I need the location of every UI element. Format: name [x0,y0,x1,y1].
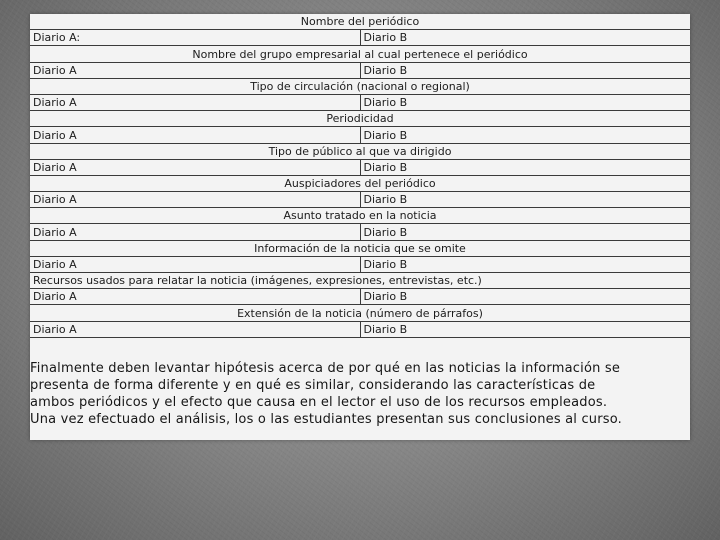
diario-a-cell: Diario A [30,321,360,337]
diario-b-cell: Diario B [360,94,690,110]
diario-a-cell: Diario A [30,94,360,110]
diario-a-cell: Diario A [30,159,360,175]
table-row-pair [30,94,690,110]
diario-a-cell: Diario A [30,224,360,240]
section-header-cell: Asunto tratado en la noticia [30,208,690,224]
closing-line: Finalmente deben levantar hipótesis acerca de por qué en las noticias la información se [30,361,621,376]
diario-b-cell: Diario B [360,289,690,305]
section-header-cell: Recursos usados para relatar la noticia (imágenes, expresiones, entrevistas, etc.) [30,273,690,289]
closing-line: presenta de forma diferente y en qué es similar, considerando las características de [30,378,596,393]
table-row-header [30,208,690,224]
table-row-header [30,240,690,256]
closing-paragraph [30,360,690,428]
diario-a-cell: Diario A: [30,30,360,46]
diario-b-cell: Diario B [360,62,690,78]
closing-line: ambos periódicos y el efecto que causa en el lector el uso de los recursos empleados. [30,395,608,410]
diario-b-cell: Diario B [360,256,690,272]
diario-a-cell: Diario A [30,62,360,78]
table-row-pair [30,159,690,175]
diario-b-cell: Diario B [360,321,690,337]
table-row-pair [30,192,690,208]
section-header-cell: Extensión de la noticia (número de párrafos) [30,305,690,321]
diario-b-cell: Diario B [360,224,690,240]
diario-a-cell: Diario A [30,192,360,208]
table-row-header [30,273,690,289]
diario-a-cell: Diario A [30,256,360,272]
diario-b-cell: Diario B [360,159,690,175]
section-header-cell: Periodicidad [30,111,690,127]
table-row-pair [30,30,690,46]
table-row-pair [30,289,690,305]
table-row-header [30,143,690,159]
diario-b-cell: Diario B [360,30,690,46]
table-row-header [30,14,690,30]
table-row-header [30,305,690,321]
section-header-cell: Nombre del periódico [30,14,690,30]
section-header-cell: Tipo de público al que va dirigido [30,143,690,159]
diario-b-cell: Diario B [360,127,690,143]
diario-a-cell: Diario A [30,127,360,143]
table-row-header [30,111,690,127]
diario-b-cell: Diario B [360,192,690,208]
table-row-pair [30,321,690,337]
diario-a-cell: Diario A [30,289,360,305]
table-row-header [30,175,690,191]
table-row-pair [30,224,690,240]
section-header-cell: Nombre del grupo empresarial al cual pertenece el periódico [30,46,690,62]
section-header-cell: Información de la noticia que se omite [30,240,690,256]
table-row-header [30,46,690,62]
closing-line: Una vez efectuado el análisis, los o las estudiantes presentan sus conclusiones al curso. [30,412,623,427]
table-row-pair [30,256,690,272]
section-header-cell: Auspiciadores del periódico [30,175,690,191]
section-header-cell: Tipo de circulación (nacional o regional) [30,78,690,94]
table-row-header [30,78,690,94]
newspaper-comparison-table [30,14,690,338]
table-row-pair [30,127,690,143]
document-page [30,14,690,440]
table-row-pair [30,62,690,78]
